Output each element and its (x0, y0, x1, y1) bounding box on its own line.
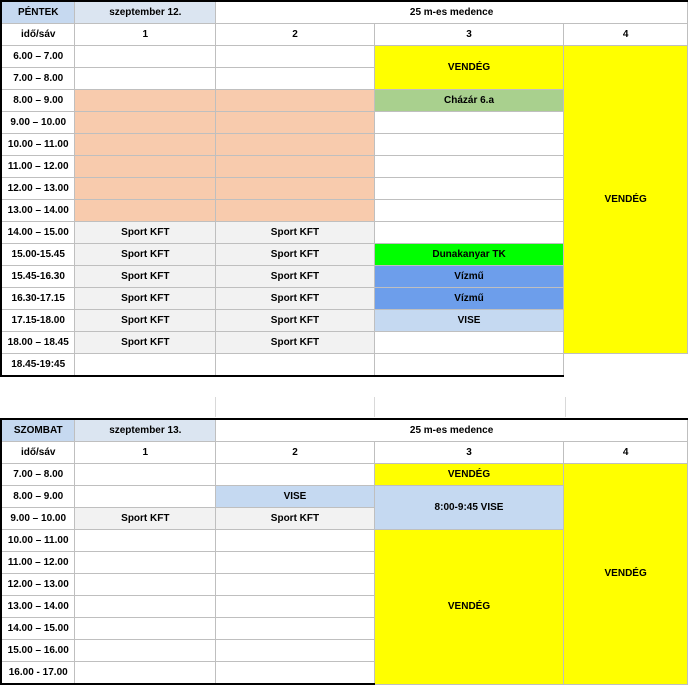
booking-sport: Sport KFT (216, 222, 375, 244)
booking-sport: Sport KFT (75, 508, 216, 530)
time-slot: 14.00 – 15.00 (1, 618, 75, 640)
slot-cell (216, 464, 375, 486)
time-slot: 11.00 – 12.00 (1, 156, 75, 178)
pool-label: 25 m-es medence (216, 1, 688, 24)
time-slot: 13.00 – 14.00 (1, 200, 75, 222)
time-slot: 15.45-16.30 (1, 266, 75, 288)
slot-cell (75, 640, 216, 662)
time-slot: 10.00 – 11.00 (1, 530, 75, 552)
booking-sport: Sport KFT (75, 244, 216, 266)
slot-reserved (75, 156, 216, 178)
booking-sport: Sport KFT (75, 222, 216, 244)
time-slot: 14.00 – 15.00 (1, 222, 75, 244)
slot-cell (75, 530, 216, 552)
slot-reserved (216, 112, 375, 134)
time-header: idő/sáv (1, 24, 75, 46)
slot-cell (374, 112, 564, 134)
time-slot: 8.00 – 9.00 (1, 90, 75, 112)
slot-cell (216, 530, 375, 552)
booking-sport: Sport KFT (216, 508, 375, 530)
time-slot: 17.15-18.00 (1, 310, 75, 332)
slot-cell (216, 552, 375, 574)
slot-cell (216, 574, 375, 596)
booking-guest: VENDÉG (374, 464, 564, 486)
time-slot: 15.00 – 16.00 (1, 640, 75, 662)
time-slot: 12.00 – 13.00 (1, 178, 75, 200)
slot-cell (216, 618, 375, 640)
time-slot: 7.00 – 8.00 (1, 68, 75, 90)
time-slot: 16.00 - 17.00 (1, 662, 75, 685)
time-slot: 16.30-17.15 (1, 288, 75, 310)
time-slot: 10.00 – 11.00 (1, 134, 75, 156)
lane-3-header: 3 (374, 24, 564, 46)
slot-cell (75, 618, 216, 640)
date-label: szeptember 12. (75, 1, 216, 24)
slot-cell (216, 68, 375, 90)
booking-guest-lane4: VENDÉG (564, 46, 688, 354)
time-slot: 11.00 – 12.00 (1, 552, 75, 574)
slot-cell (216, 662, 375, 685)
slot-reserved (75, 178, 216, 200)
lane-1-header: 1 (75, 442, 216, 464)
time-slot: 8.00 – 9.00 (1, 486, 75, 508)
slot-cell (75, 354, 216, 377)
slot-cell (374, 354, 564, 377)
lane-2-header: 2 (216, 442, 375, 464)
slot-reserved (75, 134, 216, 156)
saturday-schedule (0, 418, 688, 685)
booking-sport: Sport KFT (216, 266, 375, 288)
day-label: PÉNTEK (1, 1, 75, 24)
slot-cell (216, 596, 375, 618)
time-slot: 13.00 – 14.00 (1, 596, 75, 618)
slot-cell (75, 464, 216, 486)
slot-cell (374, 222, 564, 244)
slot-cell (75, 46, 216, 68)
booking-guest: VENDÉG (374, 530, 564, 685)
booking-sport: Sport KFT (75, 310, 216, 332)
time-slot: 12.00 – 13.00 (1, 574, 75, 596)
slot-cell (216, 640, 375, 662)
booking-sport: Sport KFT (216, 310, 375, 332)
booking-vise: VISE (374, 310, 564, 332)
time-slot: 9.00 – 10.00 (1, 112, 75, 134)
booking-guest-lane4: VENDÉG (564, 464, 688, 685)
time-slot: 6.00 – 7.00 (1, 46, 75, 68)
booking-vizmu: Vízmű (374, 288, 564, 310)
time-slot: 18.00 – 18.45 (1, 332, 75, 354)
slot-cell (216, 46, 375, 68)
slot-cell (75, 68, 216, 90)
booking-guest: VENDÉG (374, 46, 564, 90)
slot-reserved (216, 156, 375, 178)
lane-4-header: 4 (564, 442, 688, 464)
time-slot: 9.00 – 10.00 (1, 508, 75, 530)
booking-dunakanyar: Dunakanyar TK (374, 244, 564, 266)
table-gap (0, 375, 688, 417)
slot-reserved (75, 90, 216, 112)
slot-cell (374, 200, 564, 222)
lane-1-header: 1 (75, 24, 216, 46)
slot-reserved (75, 112, 216, 134)
booking-sport: Sport KFT (216, 288, 375, 310)
slot-reserved (216, 178, 375, 200)
slot-cell (374, 332, 564, 354)
booking-sport: Sport KFT (216, 244, 375, 266)
lane-3-header: 3 (374, 442, 564, 464)
booking-sport: Sport KFT (75, 288, 216, 310)
slot-reserved (216, 90, 375, 112)
day-label: SZOMBAT (1, 419, 75, 442)
time-slot: 18.45-19:45 (1, 354, 75, 377)
time-slot: 15.00-15.45 (1, 244, 75, 266)
slot-cell (75, 662, 216, 685)
booking-sport: Sport KFT (216, 332, 375, 354)
booking-vise: VISE (216, 486, 375, 508)
booking-vizmu: Vízmű (374, 266, 564, 288)
booking-sport: Sport KFT (75, 332, 216, 354)
slot-cell (216, 354, 375, 377)
lane-4-header: 4 (564, 24, 688, 46)
booking-chazar: Cházár 6.a (374, 90, 564, 112)
slot-cell (75, 552, 216, 574)
booking-sport: Sport KFT (75, 266, 216, 288)
slot-reserved (216, 200, 375, 222)
slot-cell (374, 178, 564, 200)
slot-cell (75, 596, 216, 618)
pool-label: 25 m-es medence (216, 419, 688, 442)
slot-reserved (75, 200, 216, 222)
time-slot: 7.00 – 8.00 (1, 464, 75, 486)
slot-cell (374, 156, 564, 178)
booking-vise-block: 8:00-9:45 VISE (374, 486, 564, 530)
lane-2-header: 2 (216, 24, 375, 46)
slot-cell (75, 574, 216, 596)
slot-cell (374, 134, 564, 156)
slot-cell (75, 486, 216, 508)
time-header: idő/sáv (1, 442, 75, 464)
date-label: szeptember 13. (75, 419, 216, 442)
slot-reserved (216, 134, 375, 156)
